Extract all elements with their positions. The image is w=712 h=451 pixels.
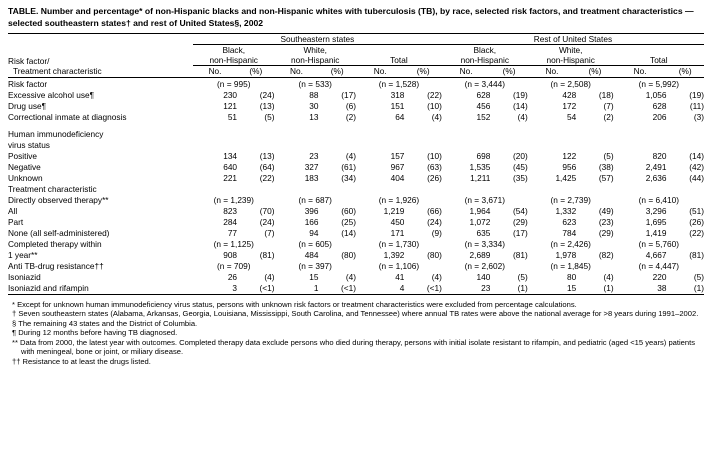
cell-count: 784 [562,227,577,238]
col-no-4: No. [459,66,473,76]
subgroup-white-se-line2: non-Hispanic [274,55,355,66]
row-label: Excessive alcohol use¶ [8,89,95,100]
cell-count: 51 [227,111,238,122]
cell-count: 404 [390,172,405,183]
cell-count [442,183,490,194]
subgroup-total-se-line2: Total [356,55,442,66]
cell-count: 171 [390,227,405,238]
cell-count: 77 [227,227,238,238]
cell-count: 80 [566,271,577,282]
cell-count [193,128,237,139]
cell-count: 823 [223,205,238,216]
subgroup-total-us-line1 [614,45,704,56]
table-row [8,89,704,100]
cell-percent: (1) [517,282,528,293]
cell-percent: (13) [259,100,275,111]
cell-percent: (9) [431,227,442,238]
cell-percent [237,183,274,194]
cell-count: 1 [313,282,319,293]
cell-count: 820 [652,150,667,161]
cell-percent: (22) [689,227,704,238]
col-pct-1: (%) [249,66,263,76]
cell-percent: (81) [512,249,528,260]
cell-percent: (4) [603,271,614,282]
cell-count [274,139,318,150]
cell-percent: (25) [341,216,356,227]
cell-count: 2,491 [645,161,667,172]
cell-count: 3 [232,282,238,293]
cell-percent: (49) [598,205,614,216]
cell-count: 15 [309,271,319,282]
cell-percent [319,139,356,150]
cell-count: 1,211 [470,172,491,183]
cell-count [614,128,667,139]
row-denominator: (n = 3,334) [464,238,505,249]
cell-count: 456 [476,100,491,111]
col-no-3: No. [373,66,387,76]
cell-percent: (19) [689,89,704,100]
cell-count: 450 [390,216,405,227]
cell-count: 140 [476,271,491,282]
cell-count: 635 [476,227,491,238]
col-no-2: No. [290,66,303,76]
cell-percent: (82) [598,249,614,260]
cell-count [442,128,490,139]
row-denominator: (n = 1,845) [550,260,591,271]
cell-percent: (17) [341,89,356,100]
cell-percent: (18) [598,89,614,100]
cell-count: 1,535 [469,161,491,172]
cell-percent: (81) [689,249,704,260]
cell-percent [237,139,274,150]
cell-percent: (80) [341,249,356,260]
row-label: virus status [8,139,50,150]
cell-count: 396 [304,205,319,216]
cell-count: 134 [223,150,238,161]
subgroup-header-row-2 [8,55,704,66]
row-denominator: (n = 1,730) [378,238,420,249]
cell-percent: (5) [264,111,275,122]
cell-percent: (81) [259,249,275,260]
cell-count [356,139,404,150]
row-denominator: (n = 2,508) [550,78,591,89]
cell-count: 94 [309,227,319,238]
cell-count [356,128,404,139]
cell-count: 908 [223,249,238,260]
row-label: Treatment characteristic [8,183,97,194]
cell-percent [667,128,705,139]
col-pct-6: (%) [678,66,692,76]
col-pct-2: (%) [330,66,344,76]
cell-percent: (19) [512,89,528,100]
row-label: 1 year** [8,249,38,260]
cell-percent: (29) [512,216,528,227]
footnote: § The remaining 43 states and the District of Columbia. [12,318,198,328]
cell-percent: (4) [264,271,275,282]
cell-percent: (1) [603,282,614,293]
cell-count: 284 [223,216,238,227]
cell-count: 41 [395,271,405,282]
cell-percent: (4) [517,111,528,122]
cell-percent: (10) [427,150,442,161]
cell-count: 30 [309,100,319,111]
cell-count [193,139,237,150]
cell-count: 1,419 [645,227,667,238]
row-denominator: (n = 1,106) [378,260,420,271]
cell-percent: (51) [689,205,704,216]
subgroup-black-us-line1: Black, [473,45,497,55]
cell-percent: (45) [512,161,528,172]
data-table [8,32,704,295]
row-label: Risk factor [8,78,48,89]
cell-count: 4,667 [645,249,667,260]
table-row [8,238,704,249]
cell-percent [319,183,356,194]
table-row [8,139,704,150]
cell-count: 157 [390,150,405,161]
cell-percent: (<1) [259,282,275,293]
row-denominator: (n = 605) [298,238,332,249]
cell-count: 230 [223,89,238,100]
cell-percent: (10) [427,100,442,111]
row-label: Unknown [8,172,43,183]
cell-percent: (35) [512,172,528,183]
table-row [8,183,704,194]
col-no-1: No. [208,66,222,76]
cell-count: 122 [562,150,577,161]
cell-percent [576,139,613,150]
footnote: † Seven southeastern states (Alabama, Arkansas, Georgia, Louisiana, Mississippi, South Carolina, and Tennessee) where annual TB rates were above the national average for >8 years during 1991–2002. [12,309,699,319]
cell-count [442,139,490,150]
cell-percent: (4) [431,271,442,282]
row-denominator: (n = 3,671) [464,194,505,205]
cell-count: 628 [652,100,667,111]
cell-percent: (17) [512,227,528,238]
row-denominator: (n = 1,239) [213,194,254,205]
row-label: None (all self-administered) [8,227,110,238]
cell-count: 623 [562,216,577,227]
cell-count: 2,636 [645,172,667,183]
cell-count: 1,425 [555,172,577,183]
row-denominator: (n = 2,739) [550,194,591,205]
cell-percent: (23) [598,216,614,227]
cell-count: 1,964 [469,205,491,216]
cell-percent: (64) [259,161,275,172]
cell-percent: (22) [427,89,442,100]
cell-count: 13 [309,111,319,122]
row-label: Isoniazid [8,271,41,282]
cell-count: 26 [227,271,238,282]
cell-percent: (38) [598,161,614,172]
cell-count: 64 [395,111,405,122]
cell-count: 484 [304,249,319,260]
cell-count: 1,695 [645,216,667,227]
cell-percent: (80) [427,249,442,260]
row-label: Anti TB-drug resistance†† [8,260,104,271]
row-denominator: (n = 709) [217,260,251,271]
row-denominator: (n = 1,926) [378,194,420,205]
footnote: ¶ During 12 months before having TB diagnosed. [12,328,178,338]
cell-percent: (70) [259,205,275,216]
cell-percent: (14) [341,227,356,238]
cell-count: 318 [390,89,405,100]
cell-count [528,128,576,139]
cell-percent: (26) [689,216,704,227]
row-label: Human immunodeficiency [8,128,104,139]
cell-count: 4 [399,282,405,293]
cell-count: 206 [652,111,667,122]
cell-count: 640 [223,161,238,172]
subgroup-black-us-line2: non-Hispanic [442,55,528,66]
cell-percent: (3) [693,111,704,122]
table-row [8,260,704,271]
cell-count [274,183,318,194]
table-row [8,271,704,282]
cell-count [356,183,404,194]
footnotes [8,300,704,367]
subgroup-total-us-line2: Total [614,55,704,66]
cell-percent: (54) [512,205,528,216]
table-row [8,111,704,122]
col-pct-4: (%) [502,66,516,76]
row-denominator: (n = 1,125) [213,238,254,249]
cell-count: 428 [562,89,577,100]
cell-percent: (26) [427,172,442,183]
cell-percent: (42) [689,161,704,172]
table-row [8,150,704,161]
subgroup-black-se-line2: non-Hispanic [193,55,274,66]
row-denominator: (n = 1,528) [378,78,420,89]
subgroup-total-se-line1 [356,45,442,56]
cell-percent [576,183,613,194]
cell-count: 121 [223,100,238,111]
subgroup-header-row-1 [8,45,704,56]
col-pct-5: (%) [588,66,602,76]
cell-count: 172 [562,100,577,111]
row-label: All [8,205,18,216]
cell-count: 23 [481,282,491,293]
table-body [8,78,704,293]
cell-count: 1,056 [645,89,667,100]
table-row [8,249,704,260]
cell-count [614,139,667,150]
row-label: Drug use¶ [8,100,47,111]
cell-count: 2,689 [469,249,491,260]
cell-count: 327 [304,161,319,172]
column-header-row [8,66,704,77]
cell-count: 1,072 [469,216,491,227]
cell-percent: (7) [603,100,614,111]
subgroup-white-us-line2: non-Hispanic [528,55,614,66]
cell-percent: (5) [603,150,614,161]
rule-bottom [8,293,704,295]
cell-count: 956 [562,161,577,172]
row-denominator: (n = 5,992) [638,78,679,89]
col-no-6: No. [633,66,647,76]
table-row [8,205,704,216]
cell-percent: (44) [689,172,704,183]
row-denominator: (n = 397) [298,260,332,271]
cell-count: 1,332 [555,205,577,216]
cell-count: 23 [309,150,319,161]
cell-percent: (24) [427,216,442,227]
row-label: Positive [8,150,38,161]
row-denominator: (n = 687) [298,194,332,205]
cell-count: 54 [566,111,577,122]
cell-percent [667,139,705,150]
cell-percent: (5) [693,271,704,282]
cell-percent: (24) [259,89,275,100]
table-row [8,194,704,205]
cell-percent: (11) [689,100,704,111]
row-denominator: (n = 6,410) [638,194,679,205]
cell-percent: (4) [345,150,356,161]
group-header-row [8,34,704,45]
cell-percent: (5) [517,271,528,282]
cell-percent: (<1) [426,282,442,293]
cell-percent: (66) [427,205,442,216]
row-label: Part [8,216,24,227]
footnote: * Except for unknown human immunodeficiency virus status, persons with unknown risk factors or treatment characteristics were excluded from percentage calculations. [12,299,577,309]
row-label: Isoniazid and rifampin [8,282,89,293]
table-row [8,172,704,183]
table-row [8,282,704,293]
cell-percent: (2) [603,111,614,122]
cell-count: 151 [390,100,405,111]
cell-count: 221 [223,172,238,183]
cell-percent: (20) [512,150,528,161]
subgroup-white-se-line1: White, [303,45,327,55]
cell-count: 38 [657,282,667,293]
cell-count [193,183,237,194]
group-header-rest-us: Rest of United States [442,34,704,45]
row-denominator: (n = 2,602) [464,260,505,271]
cell-percent: (13) [259,150,275,161]
cell-percent: (<1) [340,282,356,293]
cell-count [614,183,667,194]
cell-percent: (1) [693,282,704,293]
cell-count: 88 [309,89,319,100]
cell-count: 15 [566,282,577,293]
row-label: Completed therapy within [8,238,102,249]
col-no-5: No. [545,66,559,76]
footnote: ** Data from 2000, the latest year with outcomes. Completed therapy data exclude persons who died during therapy, persons with initial isolate resistant to rifampin, and pediatric (aged <15 years) patients with meningeal, bone or joint, or miliary disease. [12,337,696,357]
cell-percent: (22) [259,172,275,183]
table-row [8,216,704,227]
stub-header-line1: Risk factor/ [8,55,50,66]
cell-count: 628 [476,89,491,100]
cell-percent: (7) [264,227,275,238]
cell-percent [667,183,705,194]
cell-percent [576,128,613,139]
cell-percent: (24) [259,216,275,227]
cell-count [528,183,576,194]
cell-count: 183 [304,172,319,183]
row-denominator: (n = 995) [217,78,251,89]
table-row [8,161,704,172]
cell-percent: (6) [345,100,356,111]
table-row [8,100,704,111]
cell-percent: (14) [512,100,528,111]
cell-percent: (2) [345,111,356,122]
cell-percent: (63) [427,161,442,172]
cell-count: 3,296 [645,205,667,216]
cell-percent [319,128,356,139]
cell-count: 1,219 [383,205,405,216]
cell-count: 967 [390,161,405,172]
table-row [8,227,704,238]
cell-count: 152 [476,111,491,122]
cell-percent: (4) [345,271,356,282]
row-denominator: (n = 2,426) [550,238,591,249]
cell-count [274,128,318,139]
row-denominator: (n = 533) [298,78,332,89]
cell-count [528,139,576,150]
cell-percent: (14) [689,150,704,161]
row-denominator: (n = 4,447) [638,260,679,271]
cell-count: 1,392 [383,249,405,260]
subgroup-black-se-line1: Black, [222,45,246,55]
row-denominator: (n = 5,760) [638,238,679,249]
cell-percent: (60) [341,205,356,216]
footnote: †† Resistance to at least the drugs listed. [12,357,151,367]
row-label: Negative [8,161,41,172]
row-denominator: (n = 3,444) [464,78,505,89]
cell-percent [490,139,527,150]
cell-percent [237,128,274,139]
subgroup-white-us-line1: White, [558,45,583,55]
row-label: Correctional inmate at diagnosis [8,111,127,122]
cell-percent [490,183,527,194]
col-pct-3: (%) [416,66,430,76]
group-header-southeast: Southeastern states [193,34,442,45]
cell-percent [404,139,441,150]
stub-header-line2: Treatment characteristic [13,66,102,76]
cell-percent: (4) [431,111,442,122]
cell-count: 220 [652,271,667,282]
cell-percent: (34) [341,172,356,183]
cell-count: 698 [476,150,491,161]
table-title: TABLE. Number and percentage* of non-Hispanic blacks and non-Hispanic whites with tuberculosis (TB), by race, selected risk factors, and treatment characteristics — selected southeastern states† and rest of United States§, 2002 [8,6,694,28]
cell-count: 1,978 [555,249,577,260]
table-row [8,128,704,139]
cell-percent: (57) [598,172,614,183]
cell-percent [404,183,441,194]
cell-percent [404,128,441,139]
cell-count: 166 [304,216,319,227]
cell-percent: (61) [341,161,356,172]
row-label: Directly observed therapy** [8,194,109,205]
cell-percent: (29) [598,227,614,238]
cell-percent [490,128,527,139]
table-row [8,78,704,89]
